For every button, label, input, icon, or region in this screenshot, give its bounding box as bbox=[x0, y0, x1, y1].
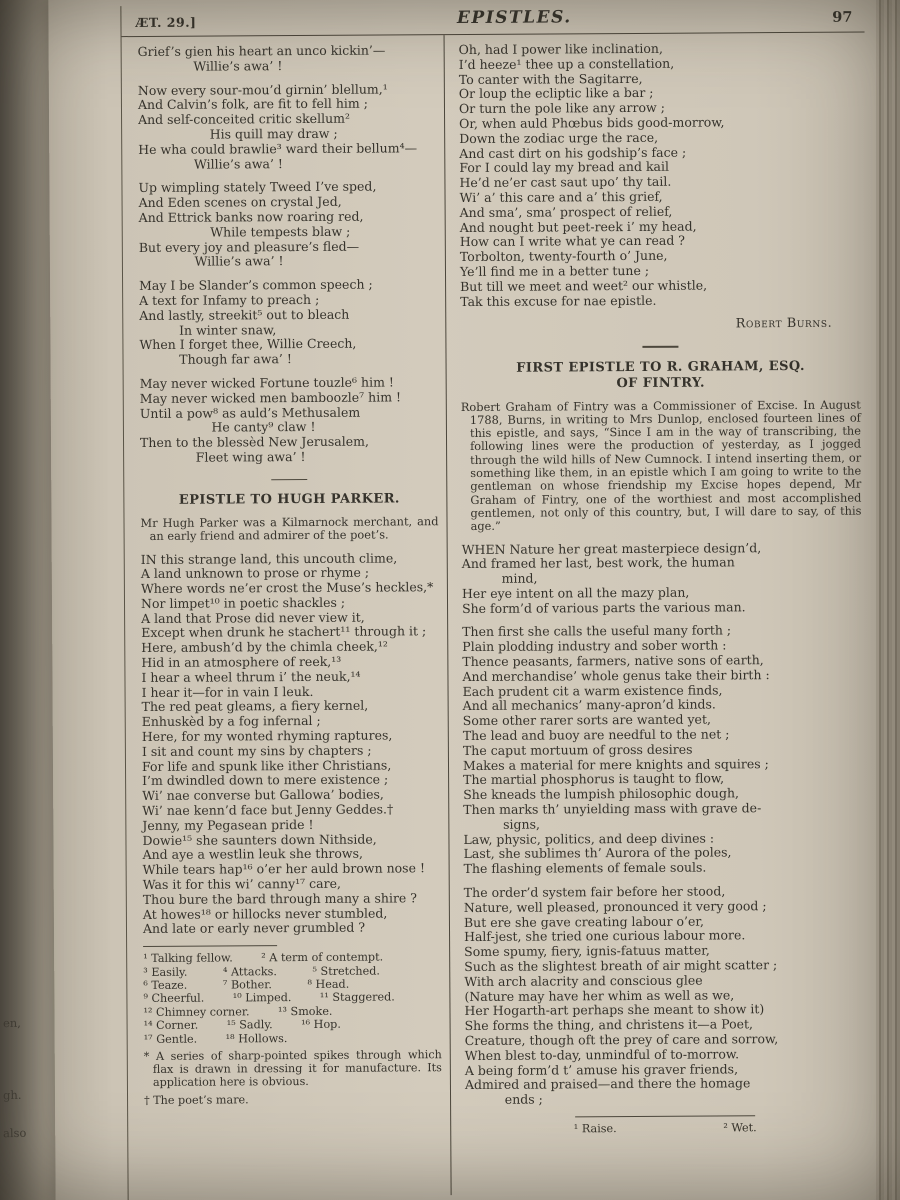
footnote-row: ¹⁷ Gentle. ¹⁸ Hollows. bbox=[143, 1031, 288, 1046]
poem-line: Willie’s awa’ ! bbox=[138, 253, 284, 270]
poem-line: Or turn the pole like any arrow ; bbox=[458, 99, 665, 117]
poem-line: The caput mortuum of gross desires bbox=[462, 741, 693, 758]
poem-line: At howes¹⁸ or hillocks never stumbled, bbox=[142, 905, 388, 922]
willie-stanza bbox=[138, 43, 436, 74]
poem-line: The flashing elements of female souls. bbox=[463, 859, 707, 877]
poem-line: He’d ne’er cast saut upo’ thy tail. bbox=[459, 173, 672, 191]
poem-line: Tak this excuse for nae epistle. bbox=[460, 292, 657, 309]
poem-line: I’m dwindled down to mere existence ; bbox=[142, 771, 389, 789]
poem-line: Grief’s gien his heart an unco kickin’— bbox=[137, 42, 386, 60]
margin-fragment: also bbox=[2, 1125, 27, 1141]
poem-line: Was it for this wi’ canny¹⁷ care, bbox=[142, 875, 341, 893]
poem-line: Thou bure the bard through many a shire ? bbox=[142, 890, 418, 907]
poem-line: While tears hap¹⁶ o’er her auld brown nose ! bbox=[142, 860, 426, 878]
book-page bbox=[48, 0, 885, 1200]
footnotes-block bbox=[143, 944, 442, 1046]
poem-line: Such as the slightest breath of air might scatter ; bbox=[464, 957, 778, 975]
poem-line: But ere she gave creating labour o’er, bbox=[463, 913, 705, 930]
poem-line: While tempests blaw ; bbox=[138, 223, 351, 240]
two-column-layout bbox=[122, 33, 872, 1198]
poem-line: Each prudent cit a warm existence finds, bbox=[462, 682, 723, 699]
poem-line: Half-jest, she tried one curious labour more. bbox=[464, 927, 746, 945]
graham-stanza bbox=[462, 540, 862, 616]
willie-stanza bbox=[138, 180, 437, 271]
poem-line: A being form’d t’ amuse his graver friends, bbox=[464, 1060, 739, 1078]
poem-line: I sit and count my sins by chapters ; bbox=[141, 742, 372, 759]
text-frame bbox=[120, 2, 871, 1200]
poem-line: Creature, though oft the prey of care and sorrow, bbox=[464, 1031, 779, 1049]
poem-line: Down the zodiac urge the race, bbox=[459, 129, 659, 146]
poem-line: Or loup the ecliptic like a bar ; bbox=[458, 85, 654, 102]
poem-line: ends ; bbox=[465, 1091, 543, 1108]
poem-line: Willie’s awa’ ! bbox=[137, 57, 283, 74]
margin-fragment: en, bbox=[2, 1015, 22, 1031]
footnote-rule bbox=[143, 945, 277, 947]
poem-line: To canter with the Sagitarre, bbox=[458, 70, 643, 87]
poem-line: And Ettrick banks now roaring red, bbox=[138, 208, 364, 225]
footnote-row: ¹² Chimney corner. ¹³ Smoke. bbox=[143, 1004, 333, 1019]
poem-line: Last, she sublimes th’ Aurora of the poles, bbox=[463, 844, 732, 862]
poem-line: When I forget thee, Willie Creech, bbox=[139, 336, 357, 353]
poem-line: With arch alacrity and conscious glee bbox=[464, 972, 703, 989]
poem-line: In winter snaw, bbox=[139, 321, 277, 338]
header-page-number: 97 bbox=[832, 8, 853, 26]
poem-line: Hid in an atmosphere of reek,¹³ bbox=[141, 653, 342, 671]
footnote-row: ¹⁴ Corner. ¹⁵ Sadly. ¹⁶ Hop. bbox=[143, 1018, 341, 1033]
poem-line: Enhuskèd by a fog infernal ; bbox=[141, 713, 321, 730]
poem-line: The order’d system fair before her stood, bbox=[463, 883, 726, 901]
poem-line: Until a pow⁸ as auld’s Methusalem bbox=[139, 404, 361, 421]
graham-intro-note: Robert Graham of Fintry was a Commissioner of Excise. In August 1788, Burns, in writing to Mrs Dunlop, enclosed fourteen lines of this epistle, and says, “Since I am in the way of transcribing, the following lines were the production of yesterday, as I jogged through the wild hills of New Cumnock. I intend inserting them, or something like them, in an epistle which I am going to write to the gentleman on whose friendship my Excise hopes depend, Mr Graham of Fintry, one of the worthiest and most accomplished gentlemen, not only of this country, but, I will dare to say, of this age.” bbox=[460, 397, 862, 534]
footnote-dagger-note: † The poet’s mare. bbox=[144, 1093, 249, 1107]
graham-stanza bbox=[462, 623, 864, 877]
poem-line: And late or early never grumbled ? bbox=[142, 920, 366, 937]
section-divider bbox=[271, 479, 307, 480]
parker-intro-note: Mr Hugh Parker was a Kilmarnock merchant, and an early friend and admirer of the poet’s. bbox=[140, 514, 439, 544]
poem-line: Except when drunk he stachert¹¹ through it ; bbox=[141, 623, 427, 641]
poem-line: Nature, well pleased, pronounced it very good ; bbox=[463, 898, 767, 915]
margin-fragment: gh. bbox=[2, 1087, 22, 1103]
poem-line: And aye a westlin leuk she throws, bbox=[142, 846, 364, 863]
poem-line: For life and spunk like ither Christians, bbox=[141, 757, 392, 774]
poem-line: And sma’, sma’ prospect of relief, bbox=[459, 203, 673, 220]
poem-line: Then to the blessèd New Jerusalem, bbox=[139, 433, 369, 451]
poem-line: And lastly, streekit⁵ out to bleach bbox=[139, 306, 350, 323]
poem-line: The lead and buoy are needful to the net ; bbox=[462, 726, 730, 744]
section-divider bbox=[642, 346, 678, 347]
burns-epistle-poem bbox=[459, 41, 861, 310]
poem-line: Ye’ll find me in a better tune ; bbox=[459, 262, 650, 279]
poem-line: I hear it—for in vain I leuk. bbox=[141, 683, 314, 700]
poem-line: (Nature may have her whim as well as we, bbox=[464, 986, 735, 1004]
poem-line: mind, bbox=[461, 570, 538, 587]
poem-line: For I could lay my bread and kail bbox=[459, 159, 670, 176]
header-running-title: EPISTLES. bbox=[456, 7, 572, 29]
page-stack-edge bbox=[876, 0, 900, 1200]
author-signature: Robert Burns. bbox=[735, 316, 833, 332]
poem-line: She forms the thing, and christens it—a Poet, bbox=[464, 1016, 754, 1034]
poem-line: And cast dirt on his godship’s face ; bbox=[459, 144, 687, 161]
poem-line: Torbolton, twenty-fourth o’ June, bbox=[459, 247, 668, 265]
poem-line: May never wicked Fortune touzle⁶ him ! bbox=[139, 374, 394, 391]
header-age-marker: ÆT. 29.] bbox=[135, 14, 197, 31]
poem-line: The martial phosphorus is taught to flow, bbox=[463, 770, 725, 788]
parker-poem bbox=[141, 551, 441, 938]
poem-line: The red peat gleams, a fiery kernel, bbox=[141, 698, 369, 715]
poem-line: Then first she calls the useful many forth ; bbox=[462, 622, 732, 640]
willie-stanza bbox=[139, 277, 438, 368]
poem-line: Jenny, my Pegasean pride ! bbox=[142, 816, 314, 833]
poem-line: May never wicked men bamboozle⁷ him ! bbox=[139, 389, 402, 406]
poem-line: Makes a material for mere knights and squires ; bbox=[462, 755, 769, 773]
section-title-parker: EPISTLE TO HUGH PARKER. bbox=[178, 491, 400, 508]
footnote-star-note: * A series of sharp-pointed spikes through which flax is drawn in dressing it for manufacture. Its application here is obvious. bbox=[143, 1048, 442, 1090]
poem-line: And self-conceited critic skellum² bbox=[138, 110, 351, 128]
poem-line: signs, bbox=[463, 816, 541, 832]
graham-stanza bbox=[464, 884, 865, 1108]
poem-line: But till we meet and weet² our whistle, bbox=[460, 277, 708, 294]
poem-line: Some spumy, fiery, ignis-fatuus matter, bbox=[464, 942, 710, 960]
footnote-rows bbox=[143, 950, 442, 1046]
poem-line: A land unknown to prose or rhyme ; bbox=[140, 564, 370, 582]
poem-line: May I be Slander’s common speech ; bbox=[139, 276, 373, 294]
willie-stanza bbox=[140, 375, 439, 466]
poem-line: Some other rarer sorts are wanted yet, bbox=[462, 711, 711, 729]
poem-line: I’d heeze¹ thee up a constellation, bbox=[458, 55, 675, 72]
footnotes-block bbox=[465, 1115, 865, 1137]
poem-line: WHEN Nature her great masterpiece design’d, bbox=[461, 539, 762, 557]
poem-line: How can I write what ye can read ? bbox=[459, 233, 686, 250]
poem-line: And framed her last, best work, the human bbox=[461, 554, 735, 572]
footnote-row: ⁶ Teaze. ⁷ Bother. ⁸ Head. bbox=[143, 977, 350, 993]
footnote-row: ³ Easily. ⁴ Attacks. ⁵ Stretched. bbox=[143, 964, 380, 979]
section-title-graham: FIRST EPISTLE TO R. GRAHAM, ESQ. bbox=[516, 358, 805, 376]
footnote-row: ¹ Raise. ² Wet. bbox=[573, 1121, 757, 1136]
poem-line: Plain plodding industry and sober worth : bbox=[462, 637, 727, 655]
poem-line: Or, when auld Phœbus bids good-morrow, bbox=[459, 114, 725, 132]
poem-line: Fleet wing awa’ ! bbox=[140, 448, 306, 465]
poem-line: She kneads the lumpish philosophic dough, bbox=[463, 785, 740, 803]
footnote-rows bbox=[465, 1121, 865, 1137]
poem-line: A text for Infamy to preach ; bbox=[139, 291, 320, 308]
poem-line: Law, physic, politics, and deep divines : bbox=[463, 830, 715, 847]
poem-line: IN this strange land, this uncouth clime, bbox=[140, 549, 398, 567]
willie-stanza bbox=[138, 82, 437, 173]
poem-line: And nought but peet-reek i’ my head, bbox=[459, 218, 697, 235]
poem-line: Nor limpet¹⁰ in poetic shackles ; bbox=[140, 594, 346, 611]
poem-line: When blest to-day, unmindful of to-morrow. bbox=[464, 1046, 740, 1063]
poem-line: Willie’s awa’ ! bbox=[138, 155, 283, 172]
poem-line: Where words ne’er crost the Muse’s heckles,* bbox=[140, 579, 434, 597]
page-header bbox=[121, 2, 864, 38]
right-column bbox=[445, 33, 872, 1196]
poem-line: Up wimpling stately Tweed I’ve sped, bbox=[138, 178, 377, 196]
poem-line: Wi’ nae converse but Gallowa’ bodies, bbox=[142, 786, 384, 804]
poem-line: Her eye intent on all the mazy plan, bbox=[461, 584, 690, 601]
poem-line: Oh, had I power like inclination, bbox=[458, 40, 663, 58]
footnote-rule bbox=[575, 1115, 755, 1117]
poem-line: Then marks th’ unyielding mass with grave de- bbox=[463, 800, 762, 818]
poem-line: She form’d of various parts the various man. bbox=[461, 598, 746, 616]
section-title-graham-line2: OF FINTRY. bbox=[616, 375, 705, 391]
left-column bbox=[122, 35, 451, 1197]
footnote-row: ¹ Talking fellow. ² A term of contempt. bbox=[143, 950, 384, 966]
poem-line: Wi’ a’ this care and a’ this grief, bbox=[459, 188, 663, 206]
poem-line: Her Hogarth-art perhaps she meant to show it) bbox=[464, 1001, 765, 1019]
footnote-row: ⁹ Cheerful. ¹⁰ Limped. ¹¹ Staggered. bbox=[143, 990, 395, 1006]
poem-line: He canty⁹ claw ! bbox=[139, 419, 316, 436]
poem-line: Dowie¹⁵ she saunters down Nithside, bbox=[142, 831, 377, 848]
poem-line: Here, for my wonted rhyming raptures, bbox=[141, 727, 393, 745]
poem-line: Though far awa’ ! bbox=[139, 351, 292, 368]
poem-line: I hear a wheel thrum i’ the neuk,¹⁴ bbox=[141, 668, 361, 685]
poem-line: And Eden scenes on crystal Jed, bbox=[138, 193, 342, 211]
poem-line: He wha could brawlie³ ward their bellum⁴— bbox=[138, 140, 418, 157]
poem-line: Wi’ nae kenn’d face but Jenny Geddes.† bbox=[142, 801, 394, 819]
poem-line: His quill may draw ; bbox=[138, 125, 338, 142]
poem-line: And all mechanics’ many-apron’d kinds. bbox=[462, 696, 716, 714]
poem-line: Thence peasants, farmers, native sons of earth, bbox=[462, 652, 764, 670]
poem-line: Here, ambush’d by the chimla cheek,¹² bbox=[141, 638, 388, 656]
poem-line: A land that Prose did never view it, bbox=[141, 609, 365, 626]
poem-line: But every joy and pleasure’s fled— bbox=[138, 238, 360, 255]
poem-line: And merchandise’ whole genus take their birth : bbox=[462, 667, 770, 684]
poem-line: Now every sour-mou’d girnin’ blellum,¹ bbox=[137, 81, 388, 98]
poem-line: And Calvin’s folk, are fit to fell him ; bbox=[137, 95, 368, 113]
poem-line: Admired and praised—and there the homage bbox=[464, 1075, 751, 1093]
